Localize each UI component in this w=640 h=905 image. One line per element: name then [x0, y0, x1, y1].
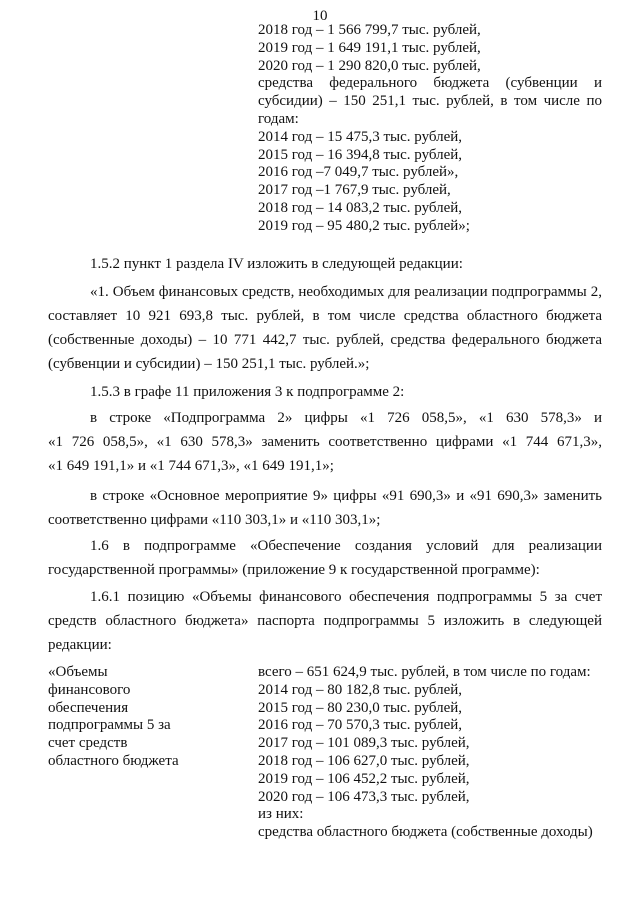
federal-funds-line-3: годам: [258, 110, 299, 127]
federal-line-2014: 2014 год – 15 475,3 тыс. рублей, [258, 128, 463, 145]
passport-line-2016: 2016 год – 70 570,3 тыс. рублей, [258, 717, 463, 734]
funding-line-2020: 2020 год – 1 290 820,0 тыс. рублей, [258, 57, 481, 74]
subprogram-row-line-1: в строке «Подпрограмма 2» цифры «1 726 058,5», «1 630 578,3» и [90, 410, 602, 426]
passport-line-2018: 2018 год – 106 627,0 тыс. рублей, [258, 752, 470, 769]
paragraph-subprogram-row [48, 406, 602, 478]
passport-line-2015: 2015 год – 80 230,0 тыс. рублей, [258, 699, 463, 716]
federal-line-2019: 2019 год – 95 480,2 тыс. рублей»; [258, 217, 470, 234]
federal-funds-line-2: субсидии) – 150 251,1 тыс. рублей, в том числе по [258, 93, 602, 110]
passport-position-label [48, 664, 208, 771]
paragraph-1-6-1: 1.6.1 позицию «Объемы финансового обеспечения подпрограммы 5 за счет средств областного бюджета» паспорта подпрограммы 5 изложить в следующей редакции: [48, 589, 602, 653]
passport-line-2020: 2020 год – 106 473,3 тыс. рублей, [258, 788, 470, 805]
federal-funds-line-1: средства федерального бюджета (субвенции и [258, 75, 602, 92]
funding-line-2018: 2018 год – 1 566 799,7 тыс. рублей, [258, 22, 481, 38]
passport-label-line-3: обеспечения [48, 699, 129, 716]
federal-line-2016: 2016 год –7 049,7 тыс. рублей», [258, 164, 459, 181]
paragraph-main-activity-9: в строке «Основное мероприятие 9» цифры «91 690,3» и «91 690,3» заменить соответственно цифрами «110 303,1» и «110 303,1»; [48, 488, 602, 528]
passport-label-line-6: областного бюджета [48, 752, 179, 769]
paragraph-1-5-2: 1.5.2 пункт 1 раздела IV изложить в следующей редакции: [90, 256, 463, 272]
passport-line-2017: 2017 год – 101 089,3 тыс. рублей, [258, 735, 470, 752]
top-funding-block [258, 22, 602, 236]
federal-line-2015: 2015 год – 16 394,8 тыс. рублей, [258, 146, 463, 163]
paragraph-1-5-3: 1.5.3 в графе 11 приложения 3 к подпрограмме 2: [90, 384, 405, 400]
passport-label-line-1: «Объемы [48, 664, 108, 680]
passport-label-line-4: подпрограммы 5 за [48, 717, 171, 734]
passport-label-line-2: финансового [48, 681, 131, 698]
passport-of-them: из них: [258, 806, 304, 823]
federal-line-2018: 2018 год – 14 083,2 тыс. рублей, [258, 199, 463, 216]
federal-line-2017: 2017 год –1 767,9 тыс. рублей, [258, 182, 451, 199]
passport-total: всего – 651 624,9 тыс. рублей, в том числе по годам: [258, 664, 591, 680]
subprogram-row-line-2: «1 726 058,5», «1 630 578,3» заменить соответственно цифрами «1 744 671,3», [48, 434, 602, 450]
paragraph-funding-volume: «1. Объем финансовых средств, необходимых для реализации подпрограммы 2, составляет 10 921 693,8 тыс. рублей, в том числе средства областного бюджета (собственные доходы) – 10 771 442,7 тыс. рублей, средства федерального бюджета (субвенции и субсидии) – 150 251,1 тыс. рублей.»; [48, 284, 602, 372]
passport-line-2014: 2014 год – 80 182,8 тыс. рублей, [258, 681, 463, 698]
passport-line-2019: 2019 год – 106 452,2 тыс. рублей, [258, 770, 470, 787]
paragraph-1-6: 1.6 в подпрограмме «Обеспечение создания условий для реализации государственной программы» (приложение 9 к государственной программе): [48, 538, 602, 578]
funding-line-2019: 2019 год – 1 649 191,1 тыс. рублей, [258, 39, 481, 56]
passport-values-block [258, 664, 602, 842]
subprogram-row-line-3: «1 649 191,1» и «1 744 671,3», «1 649 191,1»; [48, 458, 334, 474]
page-number: 10 [312, 8, 328, 24]
passport-regional-funds: средства областного бюджета (собственные доходы) [258, 824, 593, 841]
passport-label-line-5: счет средств [48, 735, 128, 752]
